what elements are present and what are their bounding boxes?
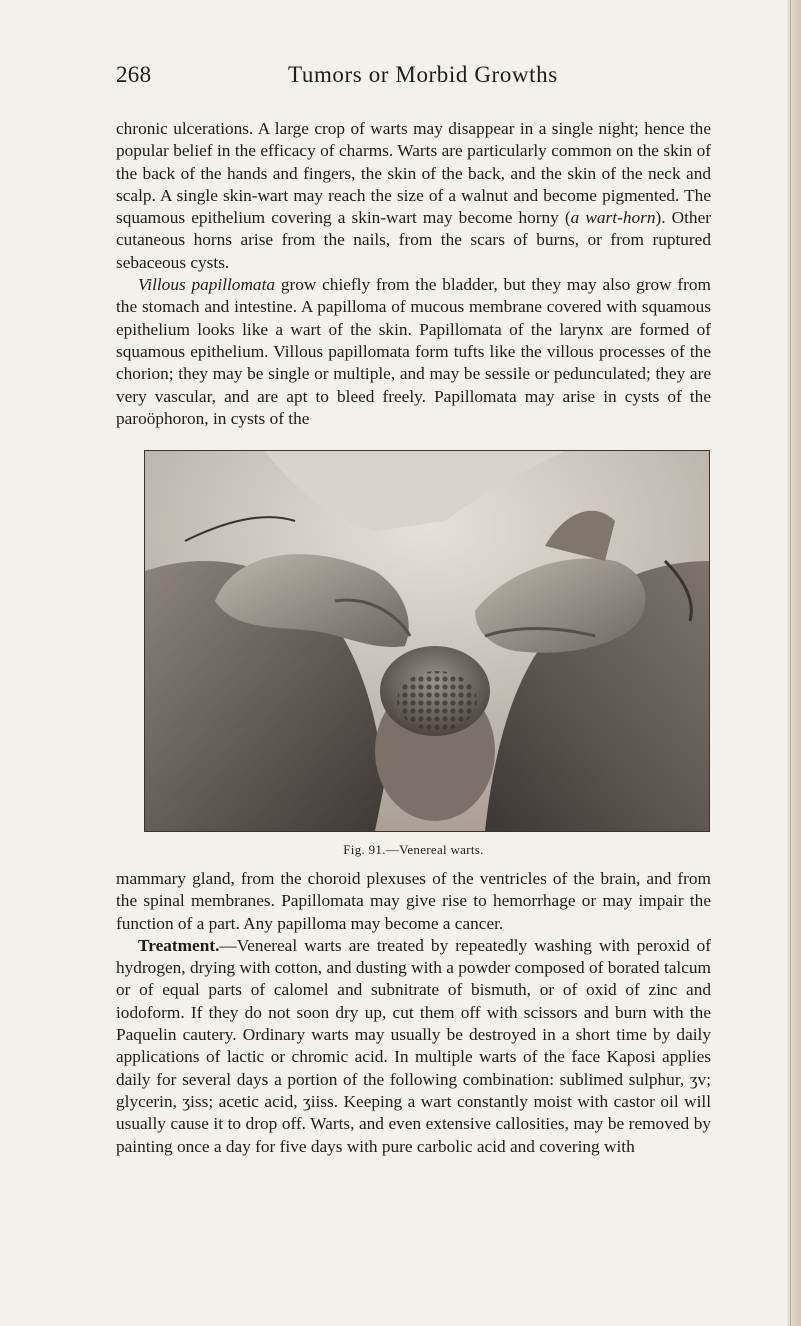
figure-photograph <box>144 450 710 832</box>
page-number: 268 <box>116 62 152 87</box>
running-title: Tumors or Morbid Growths <box>288 62 558 87</box>
figure-caption: Fig. 91.—Venereal warts. <box>343 842 484 857</box>
page-header <box>116 62 711 96</box>
treatment-heading: Treatment. <box>138 935 220 955</box>
paragraph-treatment-text: —Venereal warts are treated by repeatedly washing with peroxid of hydrogen, drying with cotton, and dusting with a powder composed of borated talcum or of equal parts of calomel and subnitrate of bismuth, or of oxid of zinc and iodoform. If they do not soon dry up, cut them off with scissors and burn with the Paquelin cautery. Ordinary warts may usually be destroyed in a short time by daily applications of lactic or chromic acid. In multiple warts of the face Kaposi applies daily for several days a portion of the following combination: sublimed sulphur, ʒv; glycerin, ʒiss; acetic acid, ʒiiss. Keeping a wart constantly moist with castor oil will usually cause it to drop off. Warts, and even extensive callosities, may be removed by painting once a day for five days with pure carbolic acid and covering with <box>116 935 711 1156</box>
paragraph-villous <box>116 274 711 430</box>
bottom-text-block <box>116 868 711 1158</box>
venereal-warts-photo <box>145 451 709 831</box>
wart-horn-term: a wart-horn <box>570 208 656 228</box>
paragraph-villous-text: grow chiefly from the bladder, but they may also grow from the stomach and intestine. A papilloma of mucous membrane covered with squamous epithelium looks like a wart of the skin. Papillomata of the larynx are formed of squamous epithelium. Villous papillomata form tufts like the villous processes of the chorion; they may be single or multiple, and may be sessile or pedunculated; they are very vascular, and are apt to bleed freely. Papillomata may arise in cysts of the paroöphoron, in cysts of the <box>116 275 711 428</box>
paragraph-treatment <box>116 935 711 1158</box>
paragraph-warts-text: chronic ulcerations. A large crop of warts may disappear in a single night; hence the popular belief in the efficacy of charms. Warts are particularly common on the skin of the back of the hands and fingers, the skin of the back, and the skin of the neck and scalp. A single skin-wart may reach the size of a walnut and become pigmented. The squamous epithelium covering a skin-wart may become horny ( <box>116 119 711 228</box>
top-text-block <box>116 118 711 430</box>
paragraph-mammary: mammary gland, from the choroid plexuses of the ventricles of the brain, and from the spinal membranes. Papillomata may give rise to hemorrhage or may impair the function of a part. Any papilloma may become a cancer. <box>116 869 711 933</box>
paragraph-warts <box>116 118 711 274</box>
villous-papillomata-term: Villous papillomata <box>138 275 276 295</box>
page-edge <box>787 0 801 1326</box>
paragraph-warts-end: ). Other cutaneous horns arise from the nails, from the scars of burns, or from ruptured sebaceous cysts. <box>116 208 711 272</box>
